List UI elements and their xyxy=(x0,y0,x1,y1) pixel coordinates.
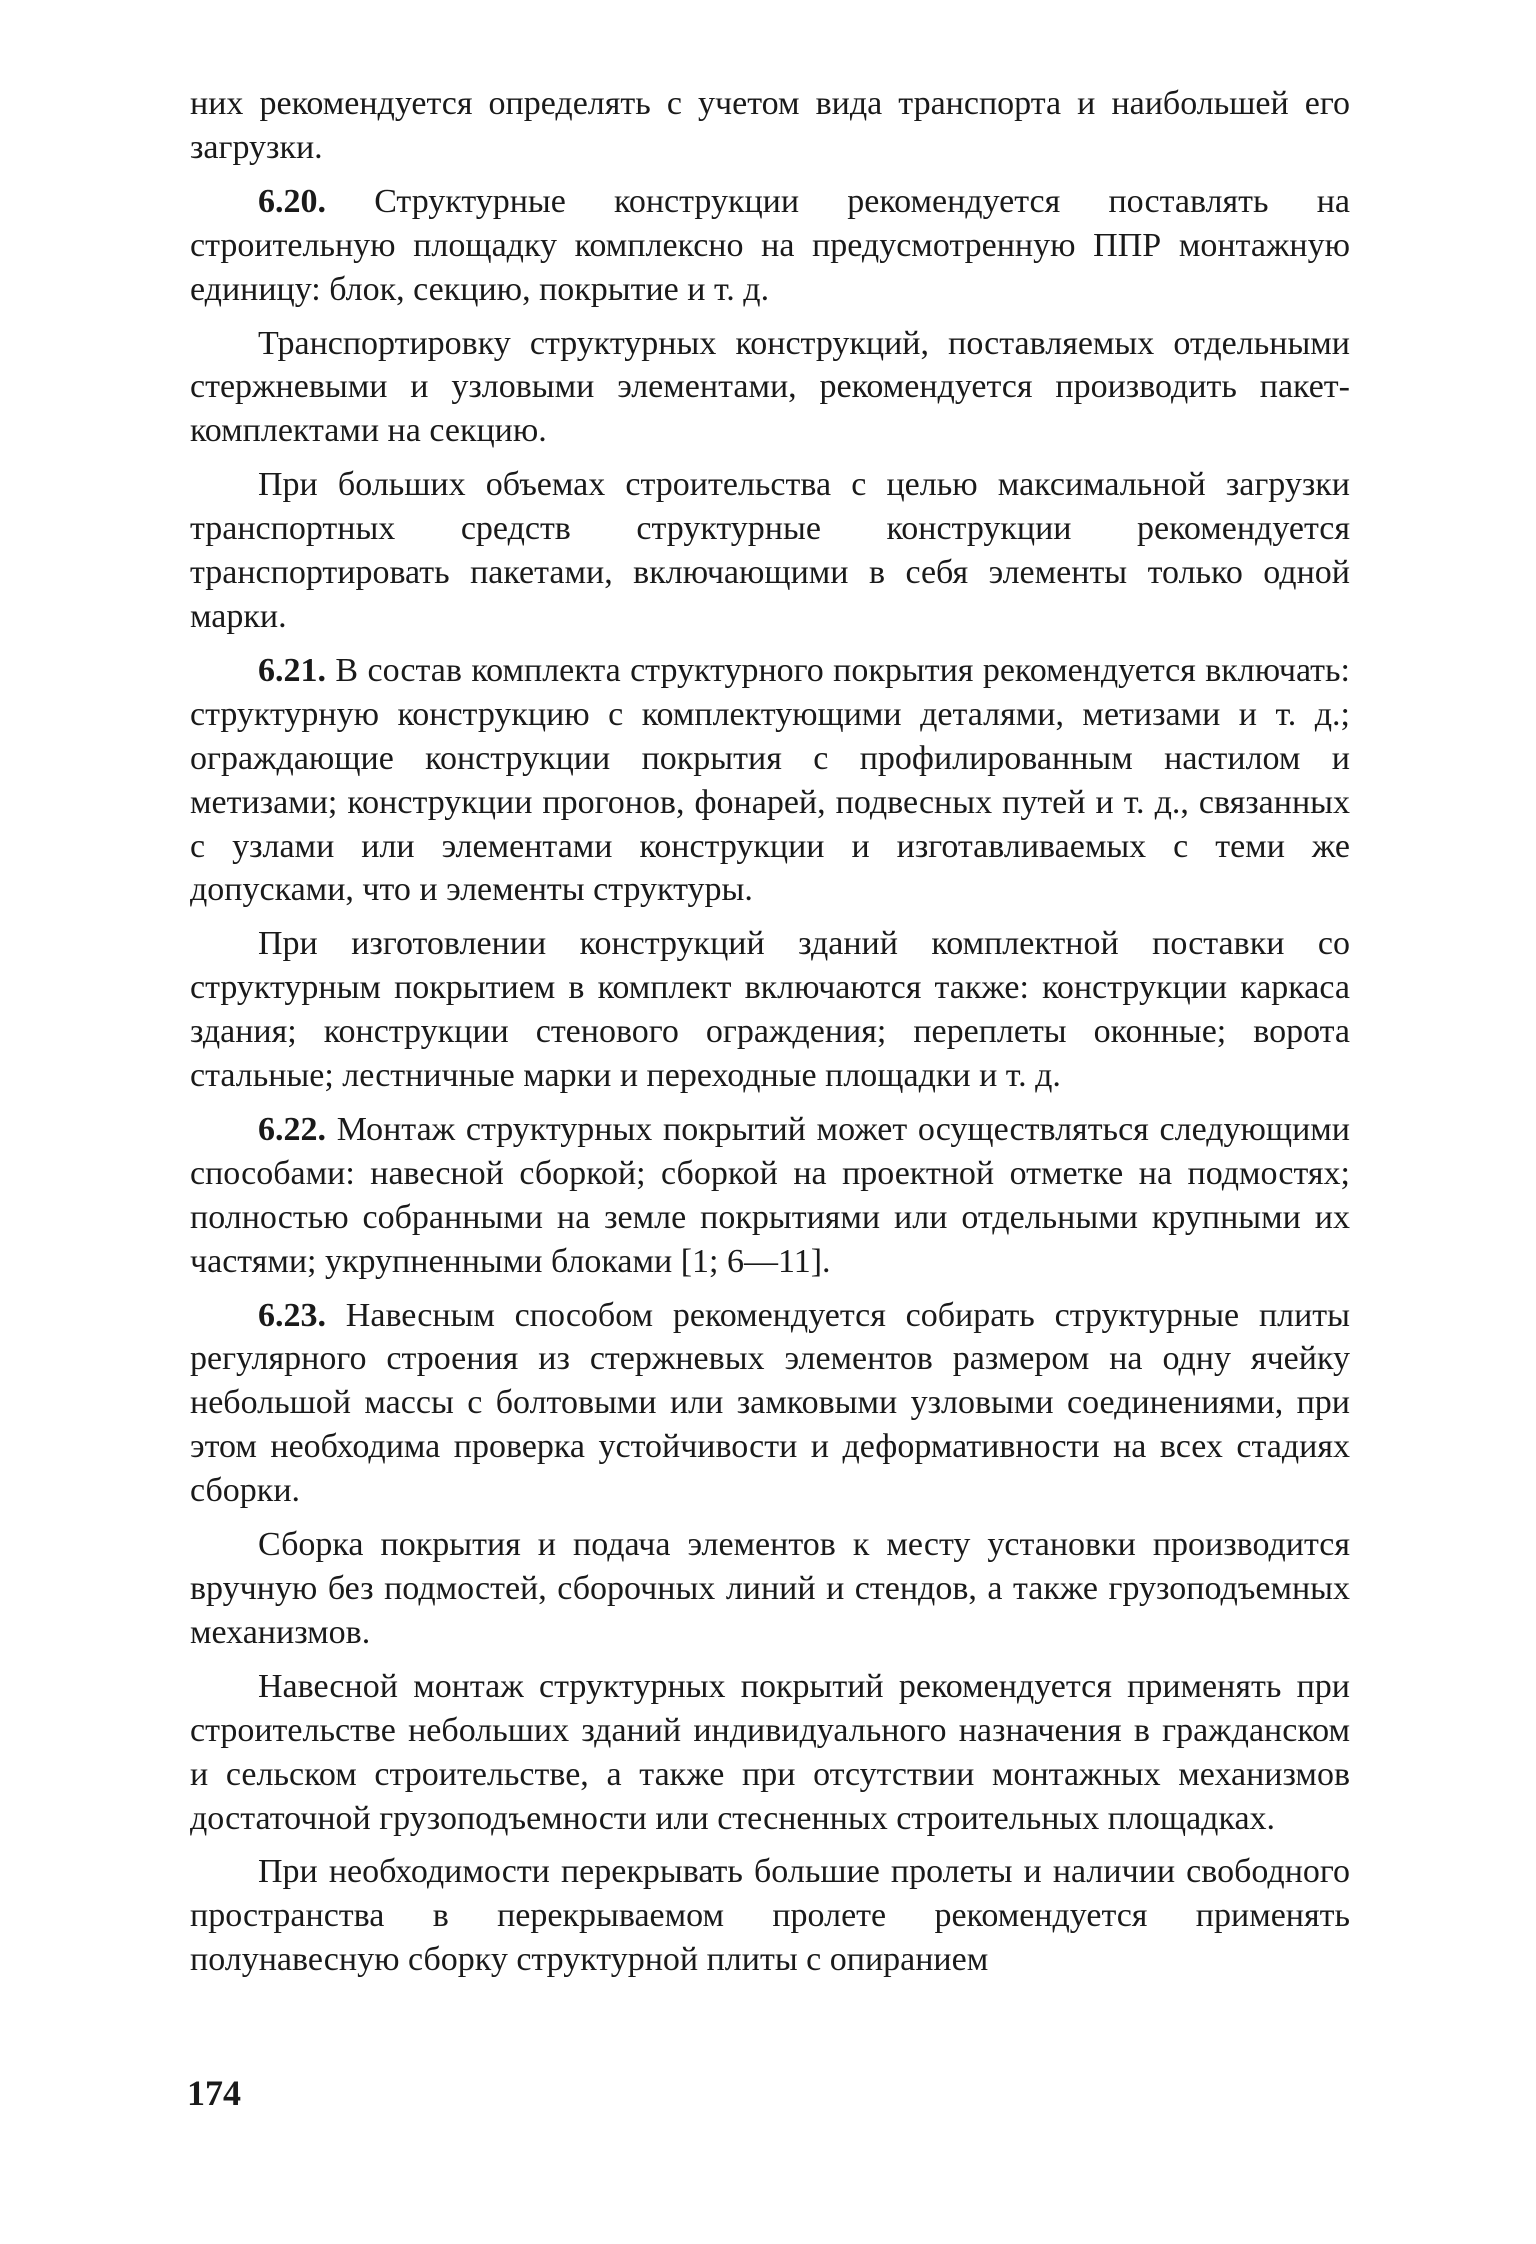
paragraph-manufacturing xyxy=(190,922,1350,1098)
clause-number: 6.21. xyxy=(258,651,326,689)
page-number: 174 xyxy=(187,2073,241,2113)
paragraph-text: Сборка покрытия и подача элементов к месту установки производится вручную без подмостей, сборочных линий и стендов, а также грузоподъемных механизмов. xyxy=(190,1526,1350,1651)
paragraph-6-20 xyxy=(190,180,1350,312)
paragraph-transport xyxy=(190,322,1350,454)
paragraph-text: Структурные конструкции рекомендуется поставлять на строительную площадку комплексно на предусмотренную ППР монтажную единицу: блок, секцию, покрытие и т. д. xyxy=(190,182,1350,308)
paragraph-text: При больших объемах строительства с целью максимальной загрузки транспортных средств структурные конструкции рекомендуется транспортировать пакетами, включающими в себя элементы только одной марки. xyxy=(190,466,1350,635)
paragraph-text: Монтаж структурных покрытий может осуществляться следующими способами: навесной сборкой; сборкой на проектной отметке на подмостях; полностью собранными на земле покрытиями или отдельными крупными их частями; укрупненными блоками [1; 6—11]. xyxy=(190,1110,1350,1280)
paragraph-text: них рекомендуется определять с учетом вида транспорта и наибольшей его загрузки. xyxy=(190,85,1350,166)
paragraph-text: Навесной монтаж структурных покрытий рекомендуется применять при строительстве небольших зданий индивидуального назначения в гражданском и сельском строительстве, а также при отсутствии монтажных механизмов достаточной грузоподъемности или стесненных строительных площадках. xyxy=(190,1667,1350,1837)
paragraph-6-22 xyxy=(190,1108,1350,1284)
paragraph-6-23 xyxy=(190,1294,1350,1514)
paragraph-assembly xyxy=(190,1523,1350,1655)
page-body xyxy=(190,82,1350,1992)
clause-number: 6.20. xyxy=(258,182,326,220)
paragraph-hanging-mount xyxy=(190,1665,1350,1841)
paragraph-text: В состав комплекта структурного покрытия рекомендуется включать: структурную конструкцию с комплектующими деталями, метизами и т. д.; ограждающие конструкции покрытия с профилированным настилом и метизами; конструкции прогонов, фонарей, подвесных путей и т. д., связанных с узлами или элементами конструкции и изготавливаемых с теми же допусками, что и элементы структуры. xyxy=(190,651,1350,909)
paragraph-text: Навесным способом рекомендуется собирать структурные плиты регулярного строения из стержневых элементов размером на одну ячейку небольшой массы с болтовыми или замковыми узловыми соединениями, при этом необходима проверка устойчивости и деформативности на всех стадиях сборки. xyxy=(190,1296,1350,1510)
paragraph-6-21 xyxy=(190,649,1350,912)
paragraph-text: Транспортировку структурных конструкций, поставляемых отдельными стержневыми и узловыми элементами, рекомендуется производить пакет-комплектами на секцию. xyxy=(190,324,1350,450)
paragraph-large-volumes xyxy=(190,463,1350,639)
clause-number: 6.22. xyxy=(258,1110,326,1148)
clause-number: 6.23. xyxy=(258,1296,326,1334)
paragraph-continuation xyxy=(190,82,1350,170)
paragraph-large-spans xyxy=(190,1850,1350,1982)
paragraph-text: При изготовлении конструкций зданий комплектной поставки со структурным покрытием в комплект включаются также: конструкции каркаса здания; конструкции стенового ограждения; переплеты оконные; ворота стальные; лестничные марки и переходные площадки и т. д. xyxy=(190,925,1350,1095)
paragraph-text: При необходимости перекрывать большие пролеты и наличии свободного пространства в перекрываемом пролете рекомендуется применять полунавесную сборку структурной плиты с опиранием xyxy=(190,1853,1350,1979)
